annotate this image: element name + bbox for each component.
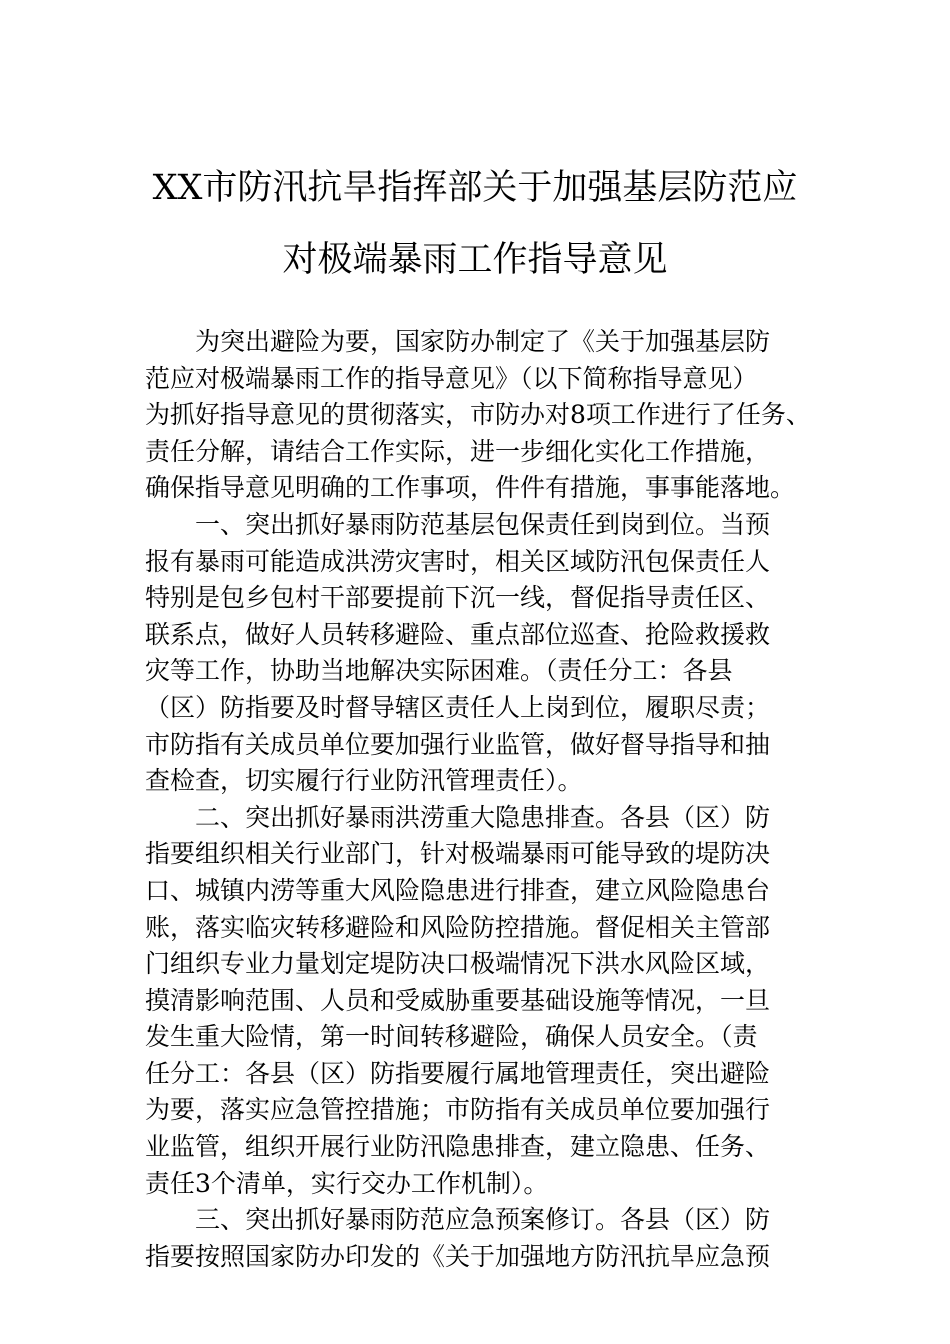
body-text-line: 门组织专业力量划定堤防决口极端情况下洪水风险区域，: [145, 949, 771, 979]
body-text-line: 查检查，切实履行行业防汛管理责任）。: [145, 766, 583, 796]
document-title-line-2: 对极端暴雨工作指导意见: [282, 240, 668, 280]
body-text-line: 任分工：各县（区）防指要履行属地管理责任，突出避险: [145, 1058, 771, 1088]
body-text-line: 一、突出抓好暴雨防范基层包保责任到岗到位。当预: [195, 509, 771, 539]
body-text-line: 范应对极端暴雨工作的指导意见》（以下简称指导意见）: [145, 363, 758, 393]
body-text-line: 为抓好指导意见的贯彻落实，市防办对8项工作进行了任务、: [145, 400, 811, 430]
body-text-line: 确保指导意见明确的工作事项，件件有措施，事事能落地。: [145, 473, 796, 503]
body-text-line: 摸清影响范围、人员和受威胁重要基础设施等情况，一旦: [145, 985, 771, 1015]
document-body: [145, 324, 817, 1275]
body-text-line: 业监管，组织开展行业防汛隐患排查，建立隐患、任务、: [145, 1132, 771, 1162]
body-text-line: 特别是包乡包村干部要提前下沉一线，督促指导责任区、: [145, 583, 771, 613]
body-text-line: 联系点，做好人员转移避险、重点部位巡查、抢险救援救: [145, 619, 771, 649]
body-text-line: 灾等工作，协助当地解决实际困难。（责任分工：各县: [145, 656, 733, 686]
body-text-line: 指要按照国家防办印发的《关于加强地方防汛抗旱应急预: [145, 1241, 771, 1271]
body-text-line: 市防指有关成员单位要加强行业监管，做好督导指导和抽: [145, 729, 771, 759]
body-text-line: 三、突出抓好暴雨防范应急预案修订。各县（区）防: [195, 1205, 771, 1235]
body-text-line: 指要组织相关行业部门，针对极端暴雨可能导致的堤防决: [145, 839, 771, 869]
body-text-line: 责任分解，请结合工作实际，进一步细化实化工作措施，: [145, 436, 771, 466]
body-text-line: 为突出避险为要，国家防办制定了《关于加强基层防: [195, 327, 771, 356]
body-text-line: 报有暴雨可能造成洪涝灾害时，相关区域防汛包保责任人: [145, 546, 771, 576]
body-text-line: 口、城镇内涝等重大风险隐患进行排查，建立风险隐患台: [145, 875, 771, 905]
body-text-line: 责任3个清单，实行交办工作机制）。: [145, 1168, 549, 1198]
body-text-line: 二、突出抓好暴雨洪涝重大隐患排查。各县（区）防: [195, 802, 771, 832]
body-text-line: 发生重大险情，第一时间转移避险，确保人员安全。（责: [145, 1022, 758, 1052]
body-text-line: 为要，落实应急管控措施；市防指有关成员单位要加强行: [145, 1095, 771, 1125]
body-text-line: 账，落实临灾转移避险和风险防控措施。督促相关主管部: [145, 912, 771, 942]
body-text-line: （区）防指要及时督导辖区责任人上岗到位，履职尽责；: [145, 692, 771, 722]
document-title-line-1: XX市防汛抗旱指挥部关于加强基层防范应: [152, 168, 798, 208]
